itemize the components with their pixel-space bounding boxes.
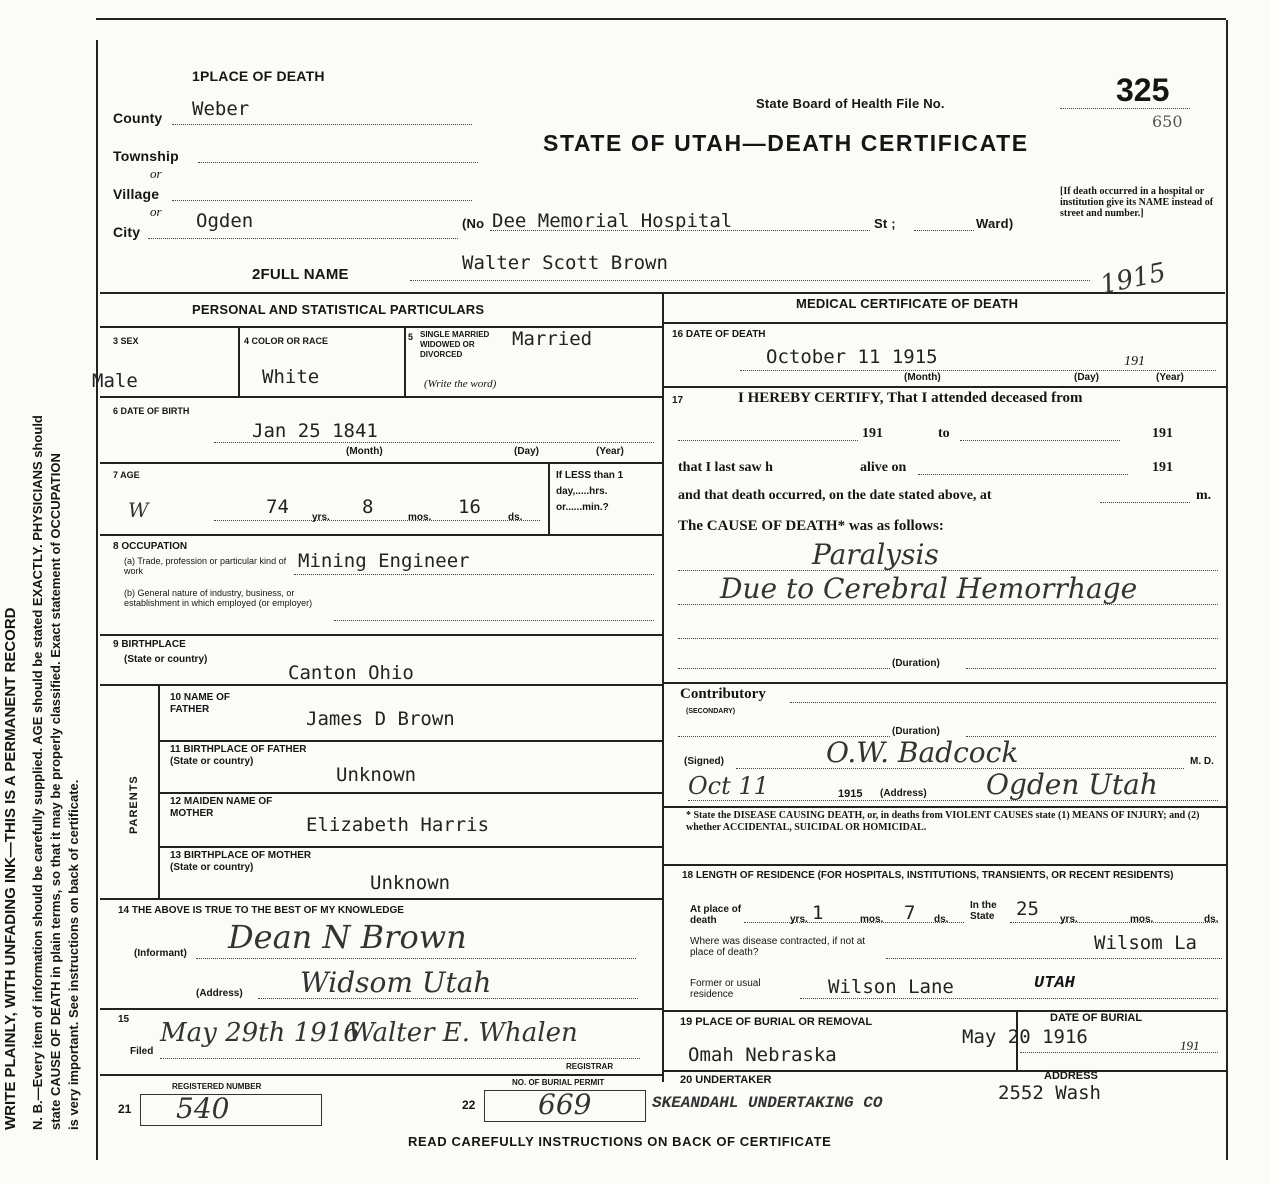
physician-address-value: Ogden Utah (986, 768, 1158, 801)
marital-write: (Write the word) (424, 378, 497, 390)
father-value: James D Brown (306, 708, 455, 730)
occupation-label: 8 OCCUPATION (113, 541, 188, 552)
ward-label: Ward) (976, 216, 1014, 231)
parents-label: PARENTS (128, 775, 140, 834)
father-birthplace-label: 11 BIRTHPLACE OF FATHER (State or country) (170, 744, 307, 767)
marital-label: SINGLE MARRIED WIDOWED OR DIVORCED (420, 330, 490, 359)
dob-label: 6 DATE OF BIRTH (113, 406, 190, 416)
dob-day: (Day) (514, 446, 540, 457)
registered-number-label: REGISTERED NUMBER (172, 1082, 262, 1091)
birthplace-sub: (State or country) (124, 654, 208, 665)
signed-date: Oct 11 (688, 772, 769, 800)
certify-191-c: 191 (1152, 460, 1173, 475)
state-ds-label: ds. (1204, 914, 1219, 925)
margin-instructions-2: state CAUSE OF DEATH in plain terms, so that it may be properly classified. Exact statement of OCCUPATION (48, 453, 63, 1130)
physician-address-label: (Address) (880, 788, 927, 799)
personal-section-title: PERSONAL AND STATISTICAL PARTICULARS (192, 302, 485, 317)
former-residence-state: UTAH (1034, 974, 1075, 993)
township-label: Township (113, 148, 179, 164)
or-label-2: or (150, 204, 162, 219)
signed-label: (Signed) (684, 756, 724, 767)
state-yrs-label: yrs. (1060, 914, 1078, 925)
filed-label: Filed (130, 1046, 154, 1057)
contributory-label: Contributory (680, 686, 766, 702)
certify-m: m. (1196, 488, 1212, 503)
former-residence-value: Wilson Lane (828, 976, 954, 998)
color-value: White (262, 366, 320, 388)
dod-day-label: (Day) (1074, 372, 1100, 383)
md-label: M. D. (1190, 756, 1214, 767)
burial-permit-prefix: 22 (462, 1098, 476, 1112)
date-of-death-label: 16 DATE OF DEATH (672, 329, 766, 340)
age-label: 7 AGE (113, 470, 140, 480)
physician-signature: O.W. Badcock (826, 736, 1019, 769)
burial-date-label: DATE OF BURIAL (1050, 1012, 1143, 1024)
father-birthplace-value: Unknown (336, 764, 417, 786)
footer-instructions: READ CAREFULLY INSTRUCTIONS ON BACK OF CERTIFICATE (408, 1134, 832, 1149)
contributory-sub: (SECONDARY) (686, 708, 736, 715)
certify-to: to (938, 426, 950, 441)
certify-191-a: 191 (862, 426, 883, 441)
burial-date-value: May 20 1916 (962, 1026, 1088, 1048)
county-value: Weber (192, 98, 250, 120)
state-mos-label: mos. (1130, 914, 1154, 925)
dob-value: Jan 25 1841 (252, 420, 378, 442)
age-months: 8 (362, 496, 374, 518)
occupation-value: Mining Engineer (298, 550, 470, 572)
dod-month-label: (Month) (904, 372, 941, 383)
place-of-death-label: 1PLACE OF DEATH (192, 68, 325, 84)
margin-permanent-record: WRITE PLAINLY, WITH UNFADING INK—THIS IS A PERMANENT RECORD (2, 607, 19, 1130)
certify-num: 17 (672, 395, 684, 406)
marital-num: 5 (408, 332, 414, 342)
signed-year: 1915 (838, 788, 863, 800)
file-note: 650 (1152, 112, 1183, 131)
age-years: 74 (266, 496, 289, 518)
form-right-border (1226, 20, 1228, 1160)
state-years: 25 (1016, 898, 1039, 920)
medical-section-title: MEDICAL CERTIFICATE OF DEATH (796, 296, 1019, 311)
mother-birthplace-label: 13 BIRTHPLACE OF MOTHER (State or country) (170, 850, 312, 873)
filed-num: 15 (118, 1014, 130, 1025)
certify-line-1: I HEREBY CERTIFY, That I attended deceased from (738, 390, 1083, 406)
registered-number-box (140, 1094, 322, 1126)
less-than-day: If LESS than 1 day,.....hrs. or......min.? (556, 470, 624, 513)
city-value: Ogden (196, 210, 254, 232)
disease-note: * State the DISEASE CAUSING DEATH, or, in deaths from VIOLENT CAUSES state (1) MEANS OF INJURY; and (2) whether ACCIDENTAL, SUICIDAL OR HOMICIDAL. (686, 810, 1200, 833)
informant-address-label: (Address) (196, 988, 243, 999)
margin-instructions-3: is very important. See instructions on back of certificate. (66, 779, 81, 1130)
residence-months: 7 (904, 902, 916, 924)
undertaker-address-value: 2552 Wash (998, 1082, 1101, 1104)
full-name-label: 2FULL NAME (252, 266, 349, 283)
street-st-label: St ; (874, 216, 896, 231)
duration-label-2: (Duration) (892, 726, 940, 737)
certify-alive-on: alive on (860, 460, 907, 475)
village-label: Village (113, 186, 160, 202)
age-yrs-label: yrs. (312, 512, 330, 523)
registered-number-value: 540 (176, 1092, 230, 1125)
certify-191-b: 191 (1152, 426, 1173, 441)
above-true-label: 14 THE ABOVE IS TRUE TO THE BEST OF MY KNOWLEDGE (118, 905, 404, 916)
burial-place-value: Omah Nebraska (688, 1044, 837, 1066)
dod-year-label: (Year) (1156, 372, 1184, 383)
burial-permit-label: NO. OF BURIAL PERMIT (512, 1078, 605, 1087)
hospital-note: [If death occurred in a hospital or institution give its NAME instead of street and number.] (1060, 186, 1214, 219)
at-place-label: At place of death (690, 904, 742, 926)
residence-label: 18 LENGTH OF RESIDENCE (FOR HOSPITALS, INSTITUTIONS, TRANSIENTS, OR RECENT RESIDENTS) (682, 870, 1174, 881)
registered-number-prefix: 21 (118, 1102, 132, 1116)
file-number-label: State Board of Health File No. (756, 96, 945, 111)
or-label-1: or (150, 166, 162, 181)
father-label: 10 NAME OF FATHER (170, 692, 231, 715)
res-yrs-label: yrs. (790, 914, 808, 925)
full-name-value: Walter Scott Brown (462, 252, 668, 274)
undertaker-value: SKEANDAHL UNDERTAKING CO (652, 1094, 883, 1112)
informant-label: (Informant) (134, 948, 187, 959)
cause-of-death-value-1: Paralysis (812, 538, 939, 571)
filed-date: May 29th 1916 (160, 1018, 360, 1048)
burial-place-label: 19 PLACE OF BURIAL OR REMOVAL (680, 1016, 873, 1028)
form-top-border (96, 18, 1226, 20)
date-of-death-value: October 11 1915 (766, 346, 938, 368)
res-ds-label: ds. (934, 914, 949, 925)
duration-label-1: (Duration) (892, 658, 940, 669)
burial-year-print: 191 (1180, 1038, 1200, 1053)
age-days: 16 (458, 496, 481, 518)
birthplace-value: Canton Ohio (288, 662, 414, 684)
mother-birthplace-value: Unknown (370, 872, 451, 894)
year-note: 1915 (1097, 257, 1169, 301)
certify-death-occurred: and that death occurred, on the date stated above, at (678, 488, 992, 503)
age-ds-label: ds. (508, 512, 523, 523)
date-of-death-year-print: 191 (1124, 354, 1145, 369)
city-label: City (113, 224, 141, 240)
registrar-signature: Walter E. Whalen (348, 1018, 578, 1048)
undertaker-label: 20 UNDERTAKER (680, 1074, 772, 1086)
marital-value: Married (512, 328, 593, 350)
file-number-value: 325 (1116, 72, 1170, 108)
birthplace-label: 9 BIRTHPLACE (113, 639, 186, 650)
dob-month: (Month) (346, 446, 383, 457)
color-label: 4 COLOR OR RACE (244, 336, 329, 346)
dob-year: (Year) (596, 446, 624, 457)
street-no-label: (No (462, 216, 485, 231)
occupation-a-label: (a) Trade, profession or particular kind of work (124, 556, 287, 576)
street-value: Dee Memorial Hospital (492, 210, 733, 232)
registrar-label: REGISTRAR (566, 1062, 614, 1071)
margin-instructions-1: N. B.—Every item of information should be carefully supplied. AGE should be stated EXACTLY. PHYSICIANS should (30, 415, 45, 1130)
form-left-border (96, 40, 98, 1160)
informant-signature: Dean N Brown (228, 918, 467, 956)
informant-address-value: Widsom Utah (300, 966, 492, 999)
burial-permit-value: 669 (538, 1088, 592, 1121)
certificate-title: STATE OF UTAH—DEATH CERTIFICATE (543, 130, 1029, 156)
certify-last-saw: that I last saw h (678, 460, 773, 475)
age-mos-label: mos. (408, 512, 432, 523)
sex-value: Male (92, 370, 138, 392)
res-mos-label: mos. (860, 914, 884, 925)
former-residence-label: Former or usual residence (690, 978, 761, 1000)
mother-name-value: Elizabeth Harris (306, 814, 490, 836)
residence-years: 1 (812, 902, 824, 924)
cause-of-death-label: The CAUSE OF DEATH* was as follows: (678, 518, 944, 534)
column-divider (662, 292, 664, 1082)
mother-name-label: 12 MAIDEN NAME OF MOTHER (170, 796, 273, 819)
age-mark: W (128, 498, 149, 522)
undertaker-address-label: ADDRESS (1044, 1070, 1098, 1082)
county-label: County (113, 110, 163, 126)
cause-of-death-value-2: Due to Cerebral Hemorrhage (720, 572, 1138, 605)
sex-label: 3 SEX (113, 336, 139, 346)
contracted-label: Where was disease contracted, if not at place of death? (690, 936, 866, 958)
contracted-value: Wilsom La (1094, 932, 1197, 954)
in-state-label: In the State (970, 900, 997, 922)
occupation-b-label: (b) General nature of industry, business, or establishment in which employed (or employer) (124, 588, 313, 608)
